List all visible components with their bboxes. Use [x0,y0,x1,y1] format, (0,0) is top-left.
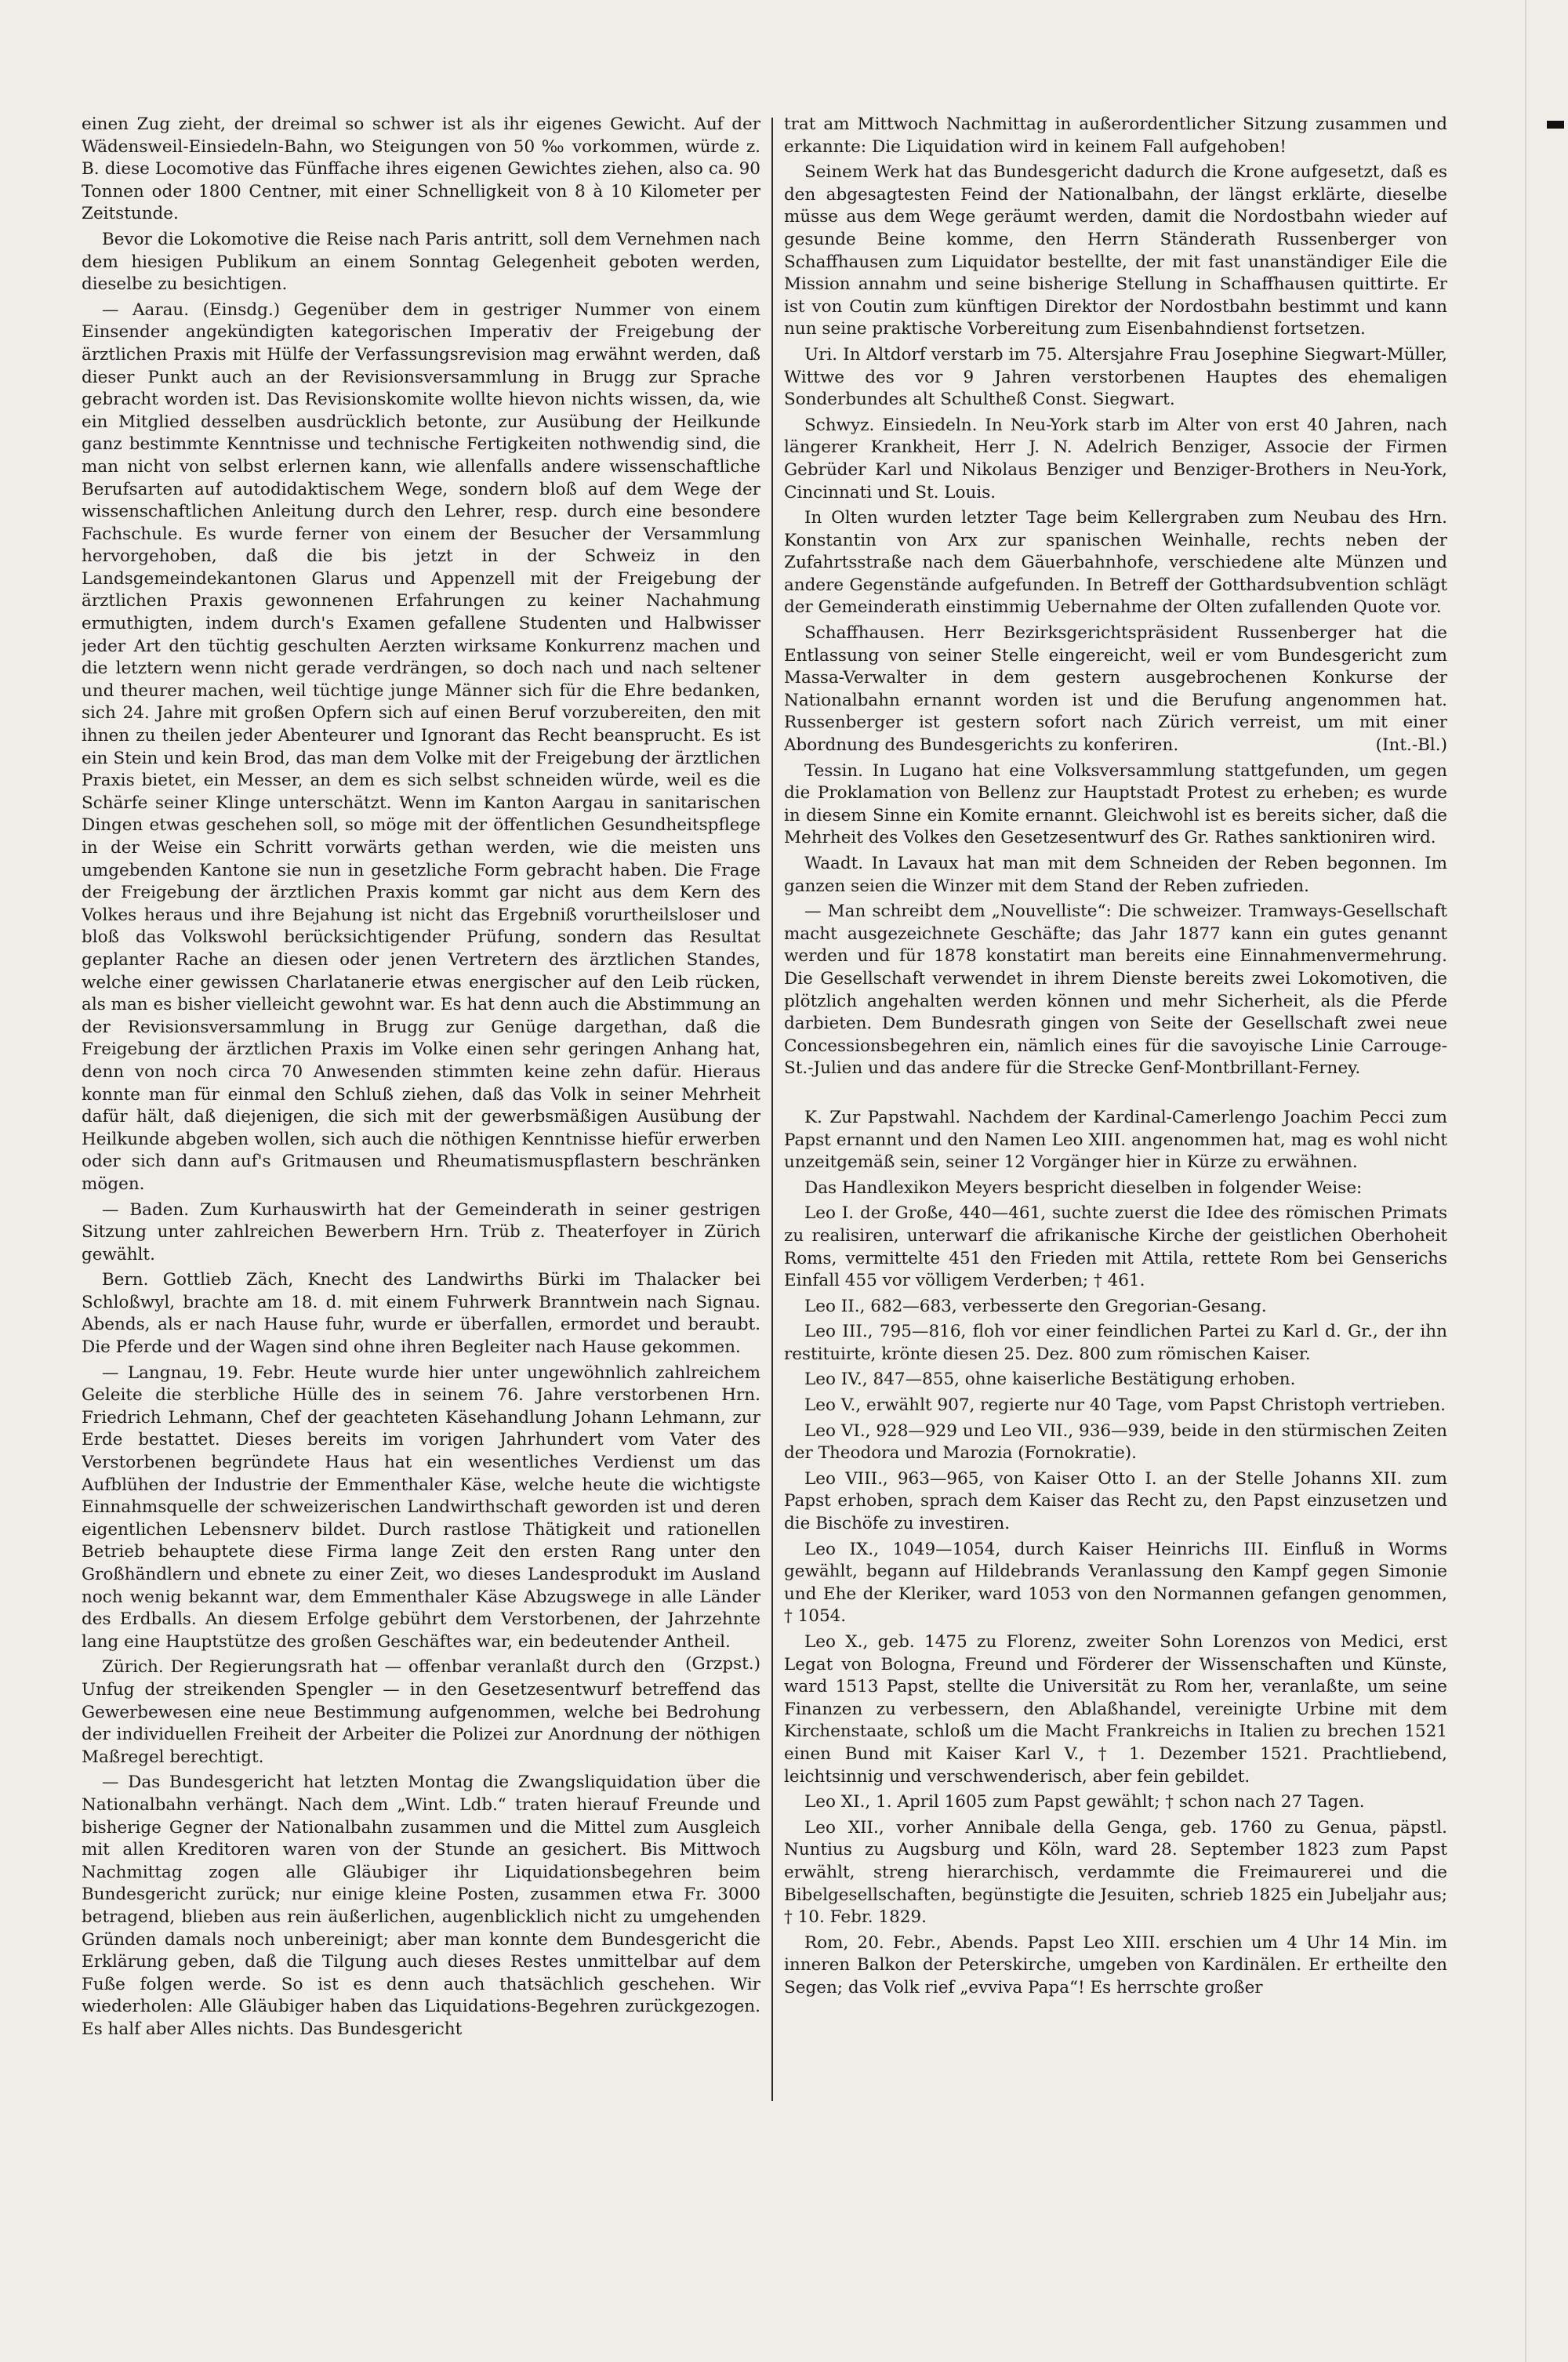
article-baden: — Baden. Zum Kurhauswirth hat der Gemeinderath in seiner gestrigen Sitzung unter zahlreichen Bewerbern Hrn. Trüb z. Theaterfoyer in Zürich gewählt. [82,1199,760,1264]
article-langnau [82,1362,760,1674]
article-olten: In Olten wurden letzter Tage beim Kellergraben zum Neubau des Hrn. Konstantin von Arx zur spanischen Weinhalle, rechts neben der Zufahrtsstraße nach dem Gäuerbahnhofe, verschiedene alte Münzen und andere Gegenstände aufgefunden. In Betreff der Gotthardsubvention schlägt der Gemeinderath einstimmig Uebernahme der Olten zufallenden Quote vor. [784,508,1447,618]
article-locomotive-paris: Bevor die Lokomotive die Reise nach Paris antritt, soll dem Vernehmen nach dem hiesigen Publikum an einem Sonntag Gelegenheit geboten werden, dieselbe zu besichtigen. [82,229,760,295]
article-bundesgericht-cont: trat am Mittwoch Nachmittag in außerordentlicher Sitzung zusammen und erkannte: Die Liquidation wird in keinem Fall aufgehoben! [784,114,1447,157]
right-column [784,114,1447,2175]
article-waadt: Waadt. In Lavaux hat man mit dem Schneiden der Reben begonnen. Im ganzen seien die Winzer mit dem Stand der Reben zufrieden. [784,854,1447,896]
source-grzpst: (Grzpst.) [685,1654,760,1674]
leo-10: Leo X., geb. 1475 zu Florenz, zweiter Sohn Lorenzos von Medici, erst Legat von Bologna, Freund und Förderer der Wissenschaften und Künste, ward 1513 Papst, stellte die Universität zu Rom her, veranlaßte, um seine Finanzen zu verbessern, den Ablaßhandel, vereinigte Urbine mit dem Kirchenstaate, schloß um die Macht Frankreichs in Italien zu brechen 1521 einen Bund mit Kaiser Karl V., † 1. Dezember 1521. Prachtliebend, leichtsinnig und verschwenderisch, aber fein gebildet. [784,1632,1447,1787]
article-tessin: Tessin. In Lugano hat eine Volksversammlung stattgefunden, um gegen die Proklamation von Bellenz zur Hauptstadt Protest zu erheben; es wurde in diesem Sinne ein Komite ernannt. Gleichwohl ist es bereits sicher, daß die Mehrheit des Volkes den Gesetzesentwurf des Gr. Rathes sanktioniren wird. [784,760,1447,848]
article-papstwahl: K. Zur Papstwahl. Nachdem der Kardinal-Camerlengo Joachim Pecci zum Papst ernannt und den Namen Leo XIII. angenommen hat, mag es wohl nicht unzeitgemäß sein, seiner 12 Vorgänger hier in Kürze zu erwähnen. [784,1107,1447,1173]
left-column [82,114,760,2285]
edge-mark [1547,121,1564,129]
article-langnau-text: — Langnau, 19. Febr. Heute wurde hier unter ungewöhnlich zahlreichem Geleite die sterbliche Hülle des in seinem 76. Jahre verstorbenen Hrn. Friedrich Lehmann, Chef der geachteten Käsehandlung Johann Lehmann, zur Erde bestattet. Dieses bereits im vorigen Jahrhundert vom Vater des Verstorbenen begründete Haus hat ein wesentliches Verdienst um das Aufblühen der Industrie der Emmenthaler Käse, welche heute die wichtigste Einnahmsquelle der schweizerischen Landwirthschaft geworden ist und deren eigentlichen Lebensnerv bildet. Durch rastlose Thätigkeit und rationellen Betrieb behauptete diese Firma lange Zeit den ersten Rang unter den Großhändlern und ebnete zu einer Zeit, wo dieses Landesprodukt im Ausland noch wenig bekannt war, dem Emmenthaler Käse Abzugswege in alle Länder des Erdballs. An diesem Erfolge gebührt dem Verstorbenen, der Jahrzehnte lang eine Hauptstütze des großen Geschäftes war, ein bedeutender Antheil. [82,1362,760,1652]
leo-3: Leo III., 795—816, floh vor einer feindlichen Partei zu Karl d. Gr., der ihn restituirte, krönte diesen 25. Dez. 800 zum römischen Kaiser. [784,1322,1447,1364]
article-handlexikon: Das Handlexikon Meyers bespricht dieselben in folgender Weise: [804,1177,1363,1198]
article-rom: Rom, 20. Febr., Abends. Papst Leo XIII. erschien um 4 Uhr 14 Min. im inneren Balkon der Peterskirche, umgeben von Kardinälen. Er ertheilte den Segen; das Volk rief „evviva Papa“! Es herrschte großer [784,1932,1447,1997]
article-schaffhausen [784,622,1447,757]
leo-1: Leo I. der Große, 440—461, suchte zuerst die Idee des römischen Primats zu realisiren, unterwarf die afrikanische Kirche der geistlichen Oberhoheit Roms, vermittelte 451 den Frieden mit Attila, rettete Rom bei Genserichs Einfall 455 vor völligem Verderben; † 461. [784,1203,1447,1291]
article-zuerich: Zürich. Der Regierungsrath hat — offenbar veranlaßt durch den Unfug der streikenden Spengler — in den Gesetzesentwurf betreffend das Gewerbewesen eine neue Bestimmung aufgenommen, welche bei Bedrohung der individuellen Freiheit der Arbeiter die Polizei zur Anordnung der nöthigen Maßregel berechtigt. [82,1657,760,1767]
article-bern: Bern. Gottlieb Zäch, Knecht des Landwirths Bürki im Thalacker bei Schloßwyl, brachte am 18. d. mit einem Fuhrwerk Branntwein nach Signau. Abends, als er nach Hause fuhr, wurde er überfallen, ermordet und beraubt. Die Pferde und der Wagen sind ohne ihren Begleiter nach Hause gekommen. [82,1270,760,1358]
leo-9: Leo IX., 1049—1054, durch Kaiser Heinrichs III. Einfluß in Worms gewählt, begann auf Hildebrands Veranlassung den Kampf gegen Simonie und Ehe der Kleriker, ward 1053 von den Normannen gefangen genommen, † 1054. [784,1539,1447,1627]
article-russenberger: Seinem Werk hat das Bundesgericht dadurch die Krone aufgesetzt, daß es den abgesagtesten Feind der Nationalbahn, der längst erklärte, dieselbe müsse aus dem Wege geräumt werden, damit die Nordostbahn wieder auf gesunde Beine komme, den Herrn Ständerath Russenberger von Schaffhausen zum Liquidator bestellte, der mit fast unanständiger Eile die Mission annahm und seine bisherige Stellung in Schaffhausen quittirte. Er ist von Coutin zum künftigen Direktor der Nordostbahn bestimmt und kann nun seine praktische Vorbereitung zum Eisenbahndienst fortsetzen. [784,162,1447,339]
section-gap [784,1083,1447,1107]
leo-5: Leo V., erwählt 907, regierte nur 40 Tage, vom Papst Christoph vertrieben. [804,1395,1446,1416]
article-schwyz: Schwyz. Einsiedeln. In Neu-York starb im Alter von erst 40 Jahren, nach längerer Krankheit, Herr J. N. Adelrich Benziger, Associe der Firmen Gebrüder Karl und Nikolaus Benziger und Benziger-Brothers in Neu-York, Cincinnati und St. Louis. [784,415,1447,503]
article-schaffhausen-text: Schaffhausen. Herr Bezirksgerichtspräsident Russenberger hat die Entlassung von seiner Stelle eingereicht, weil er vom Bundesgericht zum Massa-Verwalter in dem gestern ausgebrochenen Konkurse der Nationalbahn ernannt worden ist und die Berufung angenommen hat. Russenberger ist gestern sofort nach Zürich verreist, um mit einer Abordnung des Bundesgerichts zu konferiren. [784,623,1447,756]
page-fold-shadow [1525,0,1526,2362]
article-aarau: — Aarau. (Einsdg.) Gegenüber dem in gestriger Nummer von einem Einsender angekündigten kategorischen Imperativ der Freigebung der ärztlichen Praxis mit Hülfe der Verfassungsrevision mag erwähnt werden, daß dieser Punkt auch an der Revisionsversammlung in Brugg zur Sprache gebracht worden ist. Das Revisionskomite wollte hievon nichts wissen, da, wie ein Mitglied desselben ausdrücklich betonte, zur Ausübung der Heilkunde ganz bestimmte Kenntnisse und technische Fertigkeiten nothwendig sind, die man nicht von selbst erlernen kann, wie allenfalls andere wissenschaftliche Berufsarten auf autodidaktischem Wege, sondern bloß auf dem Wege der wissenschaftlichen Anleitung durch den Lehrer, resp. durch eine besondere Fachschule. Es wurde ferner von einem der Besucher der Versammlung hervorgehoben, daß die bis jetzt in der Schweiz in den Landsgemeindekantonen Glarus und Appenzell mit der Freigebung der ärztlichen Praxis gewonnenen Erfahrungen zu keiner Nachahmung ermuthigten, indem durch's Examen gefallene Studenten und Halbwisser jeder Art den tüchtig geschulten Aerzten wirksame Konkurrenz machen und die letztern wenn nicht gerade verdrängen, so doch nach und nach seltener und theurer machen, weil tüchtige junge Männer sich für die Ehre bedanken, sich 24. Jahre mit großen Opfern sich auf einen Beruf vorzubereiten, den mit ihnen zu theilen jeder Abenteurer und Ignorant das Recht beansprucht. Es ist ein Stein und kein Brod, das man dem Volke mit der Freigebung der ärztlichen Praxis bietet, ein Messer, an dem es sich selbst schneiden würde, weil es die Schärfe seiner Klinge unterschätzt. Wenn im Kanton Aargau in sanitarischen Dingen etwas geschehen soll, so möge mit der öffentlichen Gesundheitspflege in der Weise ein Schritt vorwärts gethan werden, wie die meisten uns umgebenden Kantone sie nun in gesetzliche Form gebracht haben. Die Frage der Freigebung der ärztlichen Praxis kommt gar nicht aus dem Kern des Volkes heraus und ihre Bejahung ist nicht das Ergebniß vorurtheilsloser und bloß das Volkswohl berücksichtigender Prüfung, sondern das Resultat geplanter Rache an diesen oder jenen Vertretern des ärztlichen Standes, welche einer gewissen Charlatanerie etwas energischer auf den Leib rücken, als man es bisher vielleicht gewohnt war. Es hat denn auch die Abstimmung an der Revisionsversammlung in Brugg zur Genüge dargethan, daß die Freigebung der ärztlichen Praxis im Volke einen sehr geringen Anhang hat, denn von noch circa 70 Anwesenden stimmten keine zehn dafür. Hieraus konnte man für einmal den Schluß ziehen, daß das Volk in seiner Mehrheit dafür hält, daß diejenigen, die sich mit der gewerbsmäßigen Ausübung der Heilkunde abgeben wollen, sich auch die nöthigen Kenntnisse hiefür erwerben oder sich dann auf's Gritmausen und Rheumatismuspflastern beschränken mögen. [82,299,760,1194]
leo-4: Leo IV., 847—855, ohne kaiserliche Bestätigung erhoben. [804,1370,1296,1390]
column-divider [771,118,773,2101]
leo-2: Leo II., 682—683, verbesserte den Gregorian-Gesang. [804,1296,1267,1316]
source-intbl: (Int.-Bl.) [1375,735,1447,756]
article-locomotive-end: einen Zug zieht, der dreimal so schwer ist als ihr eigenes Gewicht. Auf der Wädensweil-Einsiedeln-Bahn, wo Steigungen von 50 ‰ vorkommen, würde z. B. diese Locomotive das Fünffache ihres eigenen Gewichtes ziehen, also ca. 90 Tonnen oder 1800 Centner, mit einer Schnelligkeit von 8 à 10 Kilometer per Zeitstunde. [82,114,760,224]
leo-11: Leo XI., 1. April 1605 zum Papst gewählt; † schon nach 27 Tagen. [804,1792,1365,1812]
article-tramways: — Man schreibt dem „Nouvelliste“: Die schweizer. Tramways-Gesellschaft macht ausgezeichnete Geschäfte; das Jahr 1877 kann ein gutes genannt werden und für 1878 konstatirt man bereits eine Einnahmenvermehrung. Die Gesellschaft verwendet in ihrem Dienste bereits zwei Lokomotiven, die plötzlich angehalten werden können und mehr Sicherheit, als die Pferde darbieten. Dem Bundesrath gingen von Seite der Gesellschaft zwei neue Concessionsbegehren ein, nämlich eines für die savoyische Linie Carrouge-St.-Julien und das andere für die Strecke Genf-Montbrillant-Ferney. [784,902,1447,1079]
leo-12: Leo XII., vorher Annibale della Genga, geb. 1760 zu Genua, päpstl. Nuntius zu Augsburg und Köln, ward 28. September 1823 zum Papst erwählt, streng hierarchisch, verdammte die Freimaurerei und die Bibelgesellschaften, begünstigte die Jesuiten, schrieb 1825 ein Jubeljahr aus; † 10. Febr. 1829. [784,1817,1447,1928]
leo-8: Leo VIII., 963—965, von Kaiser Otto I. an der Stelle Johanns XII. zum Papst erhoben, sprach dem Kaiser das Recht zu, den Papst einzusetzen und die Bischöfe zu investiren. [784,1468,1447,1534]
leo-6-7: Leo VI., 928—929 und Leo VII., 936—939, beide in den stürmischen Zeiten der Theodora und Marozia (Fornokratie). [784,1420,1447,1464]
article-uri: Uri. In Altdorf verstarb im 75. Altersjahre Frau Josephine Siegwart-Müller, Wittwe des vor 9 Jahren verstorbenen Hauptes des ehemaligen Sonderbundes alt Schultheß Const. Siegwart. [784,344,1447,410]
article-bundesgericht: — Das Bundesgericht hat letzten Montag die Zwangsliquidation über die Nationalbahn verhängt. Nach dem „Wint. Ldb.“ traten hierauf Freunde und bisherige Gegner der Nationalbahn zusammen und die Mittel zum Ausgleich mit allen Kreditoren waren von der Stunde an gesichert. Bis Mittwoch Nachmittag zogen alle Gläubiger ihr Liquidationsbegehren beim Bundesgericht zurück; nur einige kleine Posten, zusammen etwa Fr. 3000 betragend, blieben aus rein äußerlichen, augenblicklich nicht zu umgehenden Gründen damals noch unbereinigt; aber man konnte dem Bundesgericht die Erklärung geben, daß die Tilgung auch dieses Restes unmittelbar auf dem Fuße folgen werde. So ist es denn auch thatsächlich geschehen. Wir wiederholen: Alle Gläubiger haben das Liquidations-Begehren zurückgezogen. Es half aber Alles nichts. Das Bundesgericht [82,1772,760,2039]
